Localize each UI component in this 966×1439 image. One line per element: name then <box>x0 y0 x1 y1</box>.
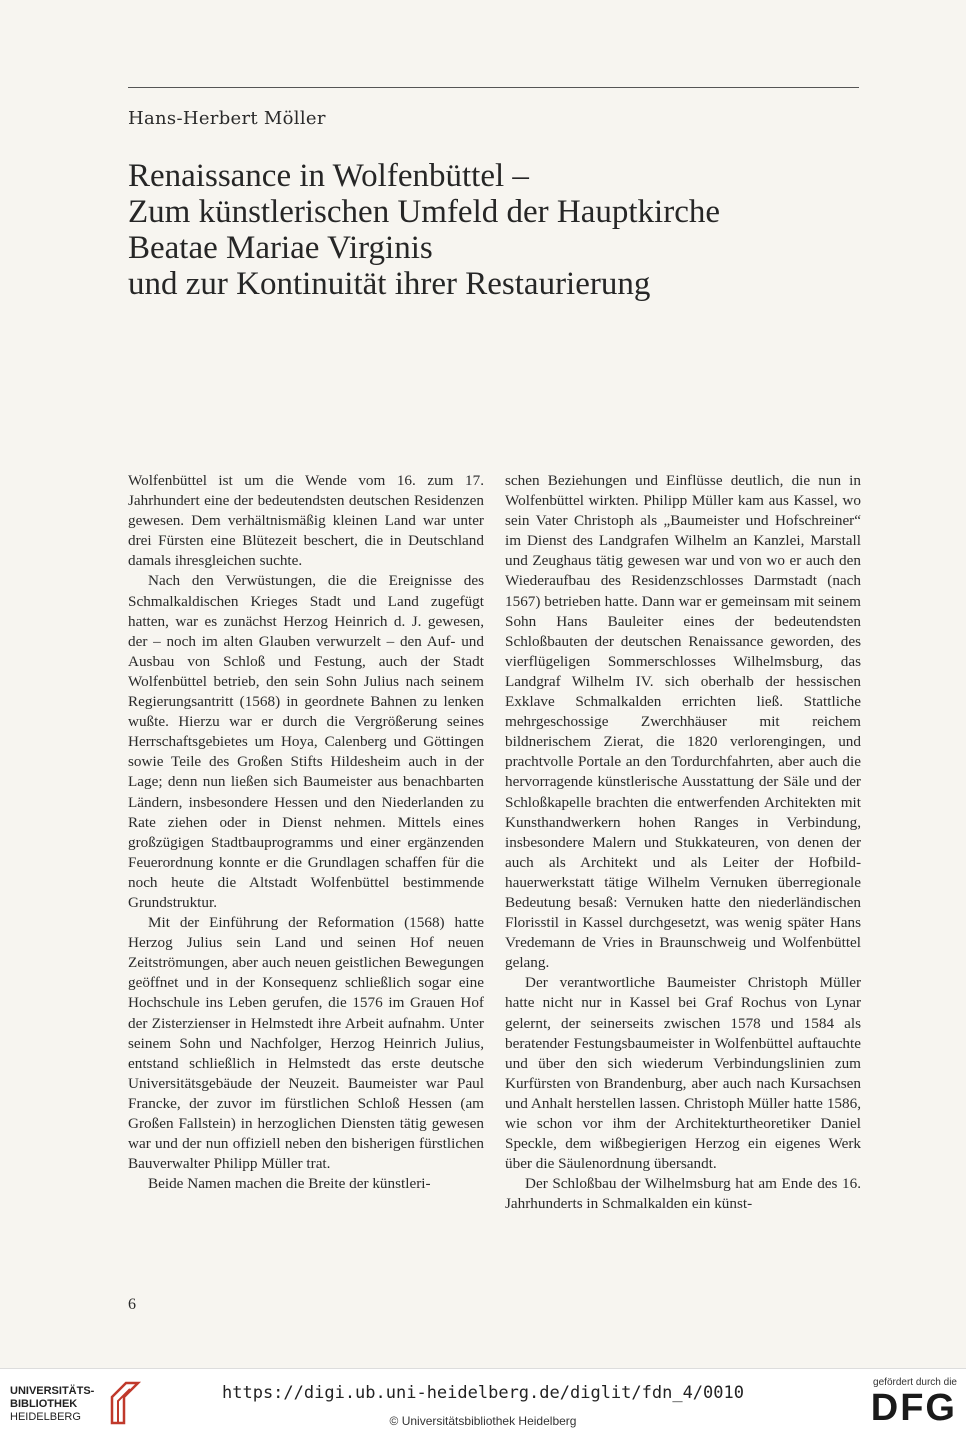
paragraph: Beide Namen machen die Breite der künstleri- <box>148 1175 431 1193</box>
library-name-line: BIBLIOTHEK <box>10 1398 78 1410</box>
text-column-right <box>505 471 861 1214</box>
title-line: Zum künstlerischen Umfeld der Hauptkirche <box>128 194 720 230</box>
paragraph: Wolfenbüttel ist um die Wende vom 16. zum 17. Jahrhundert eine der bedeutendsten deutschen Residenzen gewesen. Dem verhältnismäßig kleinen Land war unter drei Fürsten eine Blütezeit beschert, die in Deutschland damals ihresgleichen suchte. <box>128 472 484 570</box>
header-rule <box>128 87 859 88</box>
title-line: und zur Kontinuität ihrer Restaurierung <box>128 266 651 302</box>
paragraph: Nach den Verwüstungen, die die Ereignisse des Schmalkaldischen Krieges Stadt und Land zugefügt hatten, war es zunächst Herzog Heinrich d. J. gewesen, der – noch im alten Glauben verwurzelt – den Auf- und Ausbau von Schloß und Festung, auch der Stadt Wolfenbüttel betrieb, den sein Sohn Julius nach seinem Regierungsantritt (1568) in geordnete Bahnen zu lenken wußte. Hierzu war er durch die Vergrößerung seines Herrschaftsgebietes um Hoya, Calenberg und Göttingen sowie Teile des Großen Stifts Hildesheim auch in der Lage; denn nun ließen sich Baumeister aus benachbarten Ländern, insbesondere Hessen und den Niederlanden zu Rate ziehen oder in Dienst nehmen. Mittels eines großzügigen Stadtbauprogramms und einer ergänzenden Feuerordnung konnte er die Grundlagen schaffen für die noch heute die Altstadt Wolfenbüttel bestimmende Grundstruktur. <box>128 572 484 911</box>
funder-logo[interactable] <box>852 1377 957 1428</box>
text-column-left <box>128 471 484 1194</box>
paragraph: Der Schloßbau der Wilhelmsburg hat am Ende des 16. Jahrhunderts in Schmalkalden ein künst- <box>505 1175 861 1213</box>
title-line: Beatae Mariae Virginis <box>128 230 433 266</box>
paragraph: Der verantwortliche Baumeister Christoph Müller hatte nicht nur in Kassel bei Graf Rochus von Lynar gelernt, der seinerseits zwischen 1578 und 1584 als beratender Festungsbaumeister in Wolfenbüttel auftauchte und über den sich wiederum Verbindungslinien zum Kurfürsten von Brandenburg, aber auch nach Kursachsen und Anhalt herstellen lassen. Christoph Müller hatte 1586, wie schon vor ihm der Architekturtheoretiker Daniel Speckle, dem wißbegierigen Herzog ein eigenes Werk über die Säulenordnung übersandt. <box>505 974 861 1173</box>
library-name-line: UNIVERSITÄTS- <box>10 1385 95 1397</box>
library-name-line: HEIDELBERG <box>10 1411 81 1423</box>
article-author: Hans-Herbert Möller <box>128 108 326 129</box>
paragraph: schen Beziehungen und Einflüsse deutlich, die nun in Wolfenbüttel wirkten. Philipp Müller kam aus Kassel, wo sein Vater Christoph als „Baumeister und Hofschreiner“ im Dienst des Landgrafen Wilhelm an Kanzlei, Marstall und Zeughaus tätig gewesen war und von wo er auch den Wiederaufbau des Residenzschlosses Darmstadt (nach 1567) betrieben hatte. Dann war er gemeinsam mit seinem Sohn Hans Bauleiter eines der bedeutendsten Schloßbauten der deutschen Renaissance geworden, des vierflügeligen Sommerschlosses Wilhelmsburg, das Landgraf Wilhelm IV. sich oberhalb der hessischen Exklave Schmalkalden errichten ließ. Stattliche mehrgeschossige Zwerchhäuser mit reichem bildnerischem Zierat, die 1820 verlorengingen, und prachtvolle Portale an den Tordurchfahrten, aber auch die hervorragende künstlerische Ausstattung der Säle und der Schloßkapelle brachten die entwerfenden Architekten mit Kunsthandwerkern hohen Ranges in Verbindung, insbesondere Malern und Stukkateuren, von denen der auch als Architekt und als Leiter der Hofbildhauerwerkstatt tätige Wilhelm Vernuken überregionale Bedeutung besaß: Vernuken hatte den niederländischen Florisstil in Kassel durchgesetzt, was wenig später Hans Vredemann de Vries in Braunschweig und Wolfenbüttel gelang. <box>505 472 861 972</box>
copyright-notice: © Universitätsbibliothek Heidelberg <box>389 1414 577 1428</box>
permalink-url[interactable]: https://digi.ub.uni-heidelberg.de/diglit/fdn_4/0010 <box>222 1383 744 1403</box>
article-title <box>128 158 848 302</box>
dfg-wordmark: DFG <box>870 1387 957 1429</box>
title-line: Renaissance in Wolfenbüttel – <box>128 158 529 194</box>
paragraph: Mit der Einführung der Reformation (1568) hatte Herzog Julius sein Land und seinen Hof neuen Zeitströmungen, aber auch neuen geistlichen Bewegungen geöffnet und in der Konsequenz schließlich sogar eine Hochschule ins Leben gerufen, die 1576 im Grauen Hof der Zisterzienser in Helmstedt ihre Arbeit aufnahm. Unter seinem Sohn und Nachfolger, Herzog Heinrich Julius, entstand schließlich in Helmstedt das erste deutsche Universitätsgebäude der Neuzeit. Baumeister war Paul Francke, der zuvor im fürstlichen Schloß Hessen (am Großen Fallstein) in herzoglichen Diensten tätig gewesen war und der nun offiziell neben den bisherigen fürstlichen Bauverwalter Philipp Müller trat. <box>128 914 484 1173</box>
digitization-footer <box>0 1368 966 1439</box>
funding-note: gefördert durch die <box>873 1377 957 1388</box>
page-number: 6 <box>128 1296 136 1313</box>
